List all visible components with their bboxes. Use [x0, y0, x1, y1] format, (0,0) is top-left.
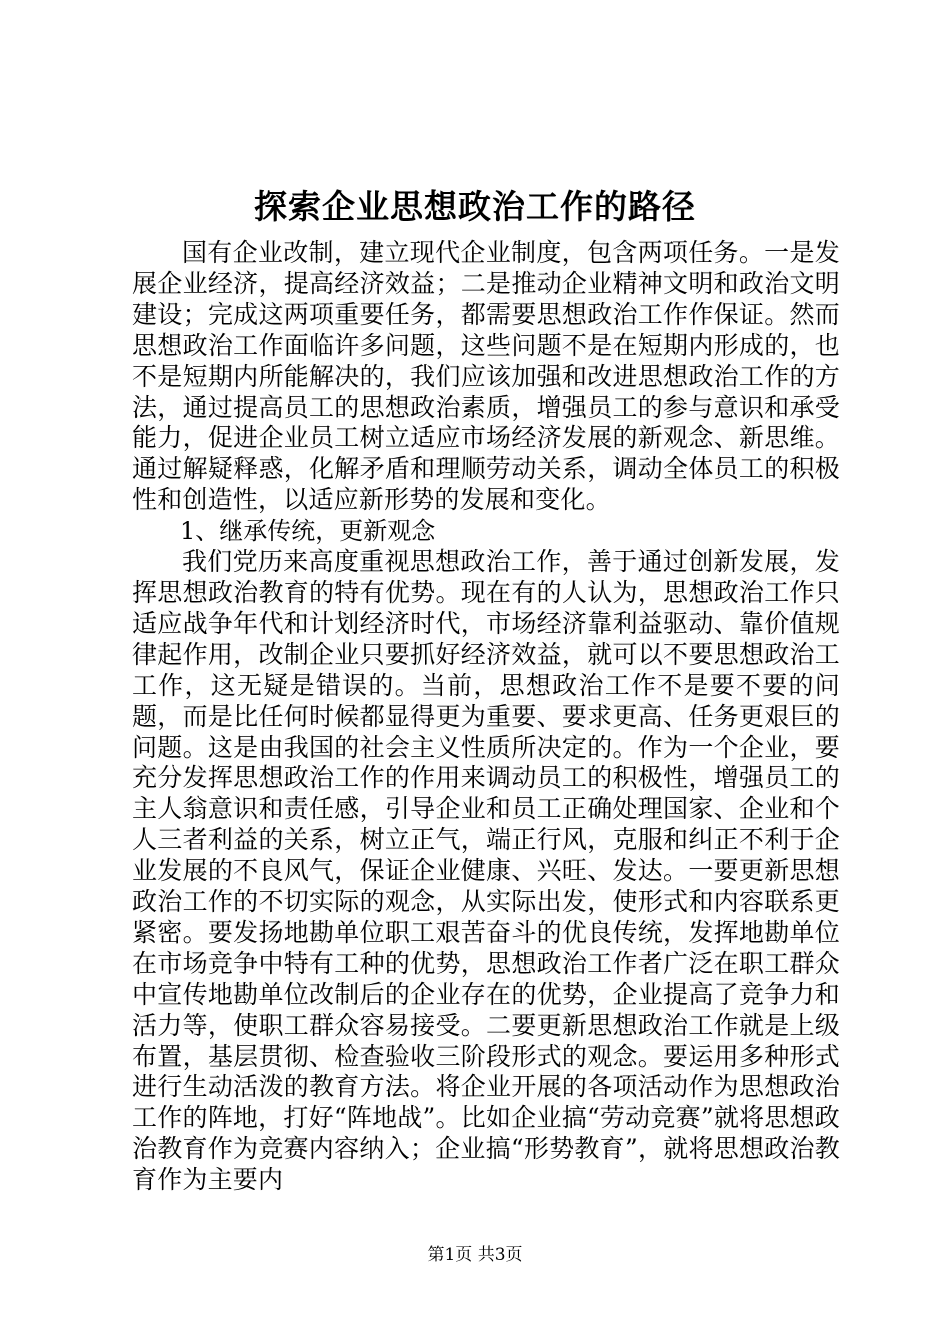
document-title: 探索企业思想政治工作的路径: [254, 187, 696, 226]
intro-paragraph: 国有企业改制，建立现代企业制度，包含两项任务。一是发展企业经济，提高经济效益；二是推动企业精神文明和政治文明建设；完成这两项重要任务，都需要思想政治工作作保证。然而思想政治工作面临许多问题，这些问题不是在短期内形成的，也不是短期内所能解决的，我们应该加强和改进思想政治工作的方法，通过提高员工的思想政治素质，增强员工的参与意识和承受能力，促进企业员工树立适应市场经济发展的新观念、新思维。通过解疑释惑，化解矛盾和理顺劳动关系，调动全体员工的积极性和创造性，以适应新形势的发展和变化。: [132, 238, 840, 515]
section-heading: 1、继承传统，更新观念: [180, 517, 436, 546]
page-footer: 第1页 共3页: [427, 1245, 523, 1265]
document-body: [132, 238, 840, 1196]
section-paragraph: 我们党历来高度重视思想政治工作，善于通过创新发展，发挥思想政治教育的特有优势。现在有的人认为，思想政治工作只适应战争年代和计划经济时代，市场经济靠利益驱动、靠价值规律起作用，改制企业只要抓好经济效益，就可以不要思想政治工工作，这无疑是错误的。当前，思想政治工作不是要不要的问题，而是比任何时候都显得更为重要、要求更高、任务更艰巨的问题。这是由我国的社会主义性质所决定的。作为一个企业，要充分发挥思想政治工作的作用来调动员工的积极性，增强员工的主人翁意识和责任感，引导企业和员工正确处理国家、企业和个人三者利益的关系，树立正气，端正行风，克服和纠正不利于企业发展的不良风气，保证企业健康、兴旺、发达。一要更新思想政治工作的不切实际的观念，从实际出发，使形式和内容联系更紧密。要发扬地勘单位职工艰苦奋斗的优良传统，发挥地勘单位在市场竞争中特有工种的优势，思想政治工作者广泛在职工群众中宣传地勘单位改制后的企业存在的优势，企业提高了竞争力和活力等，使职工群众容易接受。二要更新思想政治工作就是上级布置，基层贯彻、检查验收三阶段形式的观念。要运用多种形式进行生动活泼的教育方法。将企业开展的各项活动作为思想政治工作的阵地，打好“阵地战”。比如企业搞“劳动竞赛”就将思想政治教育作为竞赛内容纳入；企业搞“形势教育”，就将思想政治教育作为主要内: [132, 547, 840, 1195]
